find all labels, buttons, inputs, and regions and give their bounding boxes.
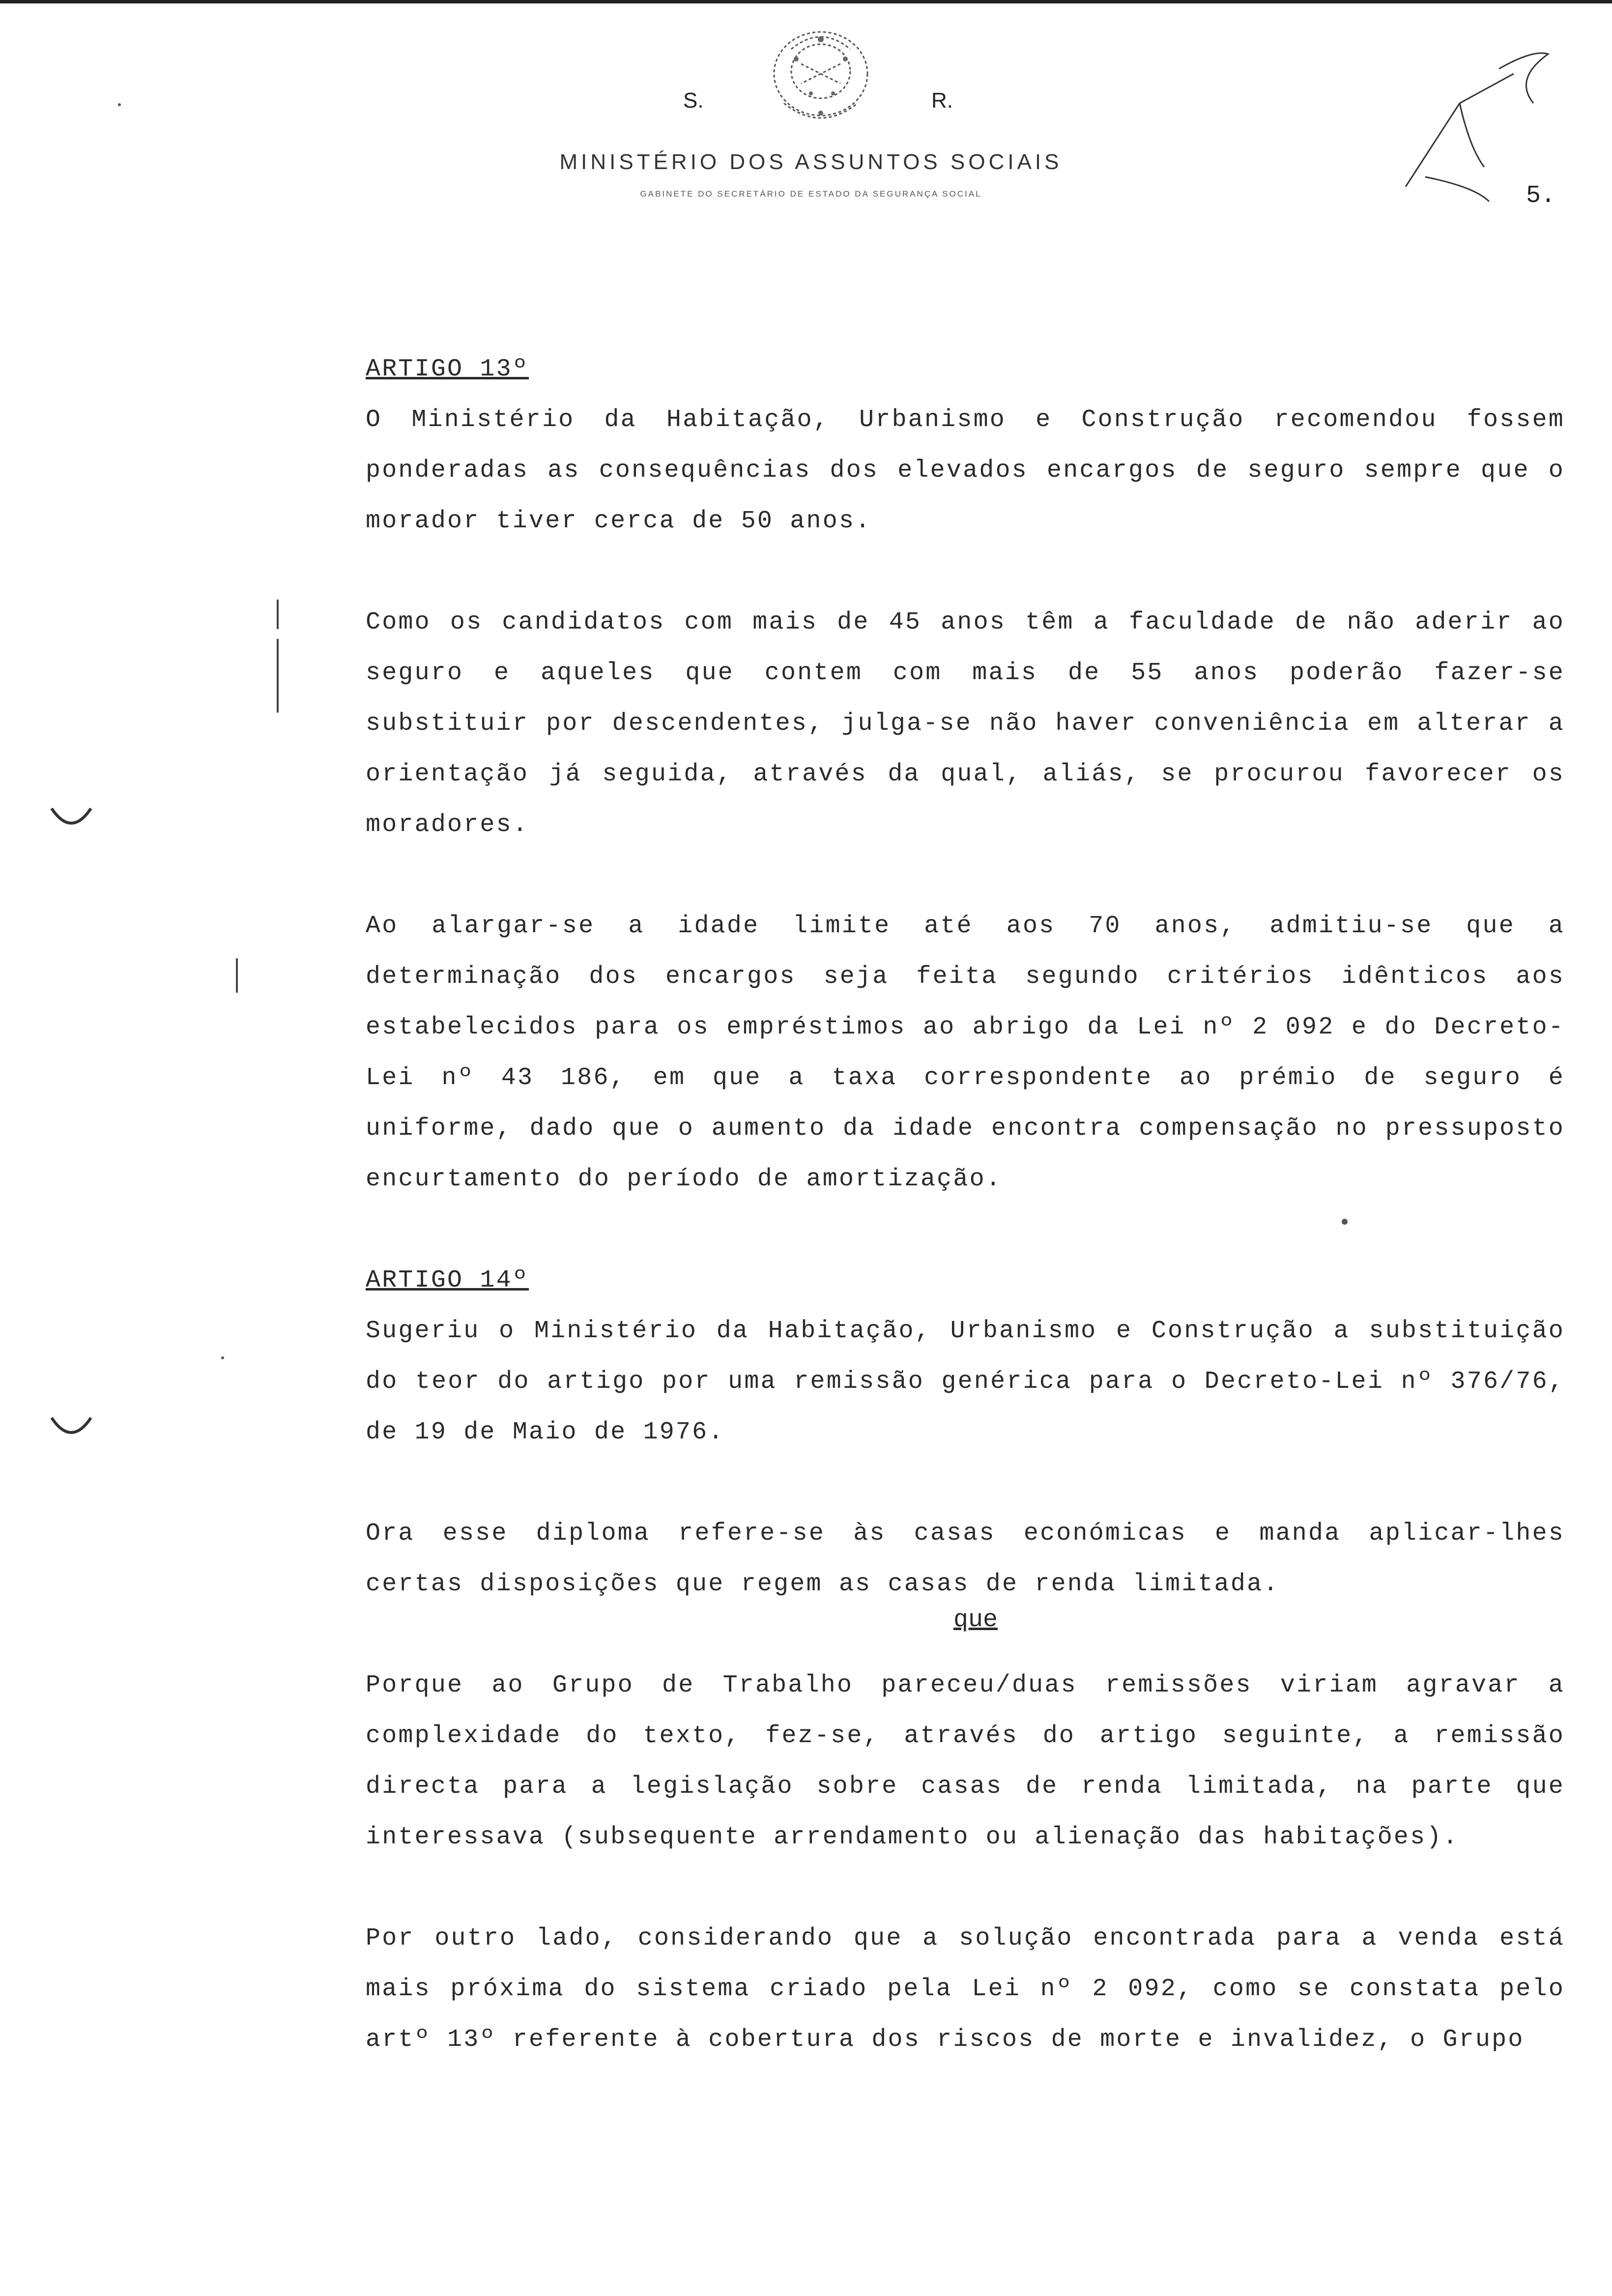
punch-hole-mark	[49, 806, 93, 835]
paragraph: Por outro lado, considerando que a solução encontrada para a venda está mais próxima do sistema criado pela Lei nº 2 092, como se constata pelo artº 13º referente à cobertura dos riscos de morte e invalidez, o Grupo	[366, 1924, 1565, 2054]
ink-speck	[221, 1356, 224, 1359]
document-body	[366, 344, 1565, 2116]
punch-hole-mark	[49, 1415, 93, 1445]
seal-letter-left: S.	[683, 88, 704, 113]
article-heading: ARTIGO 13º	[366, 355, 529, 383]
paragraph: Porque ao Grupo de Trabalho pareceu/duas remissões viriam agravar a complexidade do texto, fez-se, através do artigo seguinte, a remissão directa para a legislação sobre casas de renda limitada, na parte que interessava (subsequente arrendamento ou alienação das habitações).	[366, 1671, 1565, 1851]
office-name: GABINETE DO SECRETÁRIO DE ESTADO DA SEGURANÇA SOCIAL	[640, 189, 982, 199]
paragraph: Ao alargar-se a idade limite até aos 70 anos, admitiu-se que a determinação dos encargos seja feita segundo critérios idênticos aos estabelecidos para os empréstimos ao abrigo da Lei nº 2 092 e do Decreto-Lei nº 43 186, em que a taxa correspondente ao prémio de seguro é uniforme, dado que o aumento da idade encontra compensação no pressuposto encurtamento do período de amortização.	[366, 912, 1565, 1193]
seal-letter-right: R.	[931, 88, 953, 113]
margin-mark	[236, 958, 238, 993]
margin-mark	[277, 600, 279, 629]
margin-mark	[277, 639, 279, 713]
paragraph: O Ministério da Habitação, Urbanismo e Construção recomendou fossem ponderadas as consequências dos elevados encargos de seguro sempre que o morador tiver cerca de 50 anos.	[366, 406, 1565, 535]
ink-speck	[118, 103, 121, 106]
article-heading: ARTIGO 14º	[366, 1266, 529, 1294]
handwritten-insertion: que	[953, 1606, 998, 1634]
coat-of-arms-seal	[737, 20, 904, 133]
paragraph: Como os candidatos com mais de 45 anos têm a faculdade de não aderir ao seguro e aqueles que contem com mais de 55 anos poderão fazer-se substituir por descendentes, julga-se não haver conveniência em alterar a orientação já seguida, através da qual, aliás, se procurou favorecer os moradores.	[366, 608, 1565, 839]
paragraph: Ora esse diploma refere-se às casas económicas e manda aplicar-lhes certas disposições que regem as casas de renda limitada.	[366, 1520, 1565, 1598]
scan-edge	[0, 0, 1612, 3]
page-number: 5.	[1526, 182, 1556, 210]
paragraph: Sugeriu o Ministério da Habitação, Urbanismo e Construção a substituição do teor do artigo por uma remissão genérica para o Decreto-Lei nº 376/76, de 19 de Maio de 1976.	[366, 1317, 1565, 1446]
ministry-name: MINISTÉRIO DOS ASSUNTOS SOCIAIS	[559, 150, 1063, 174]
